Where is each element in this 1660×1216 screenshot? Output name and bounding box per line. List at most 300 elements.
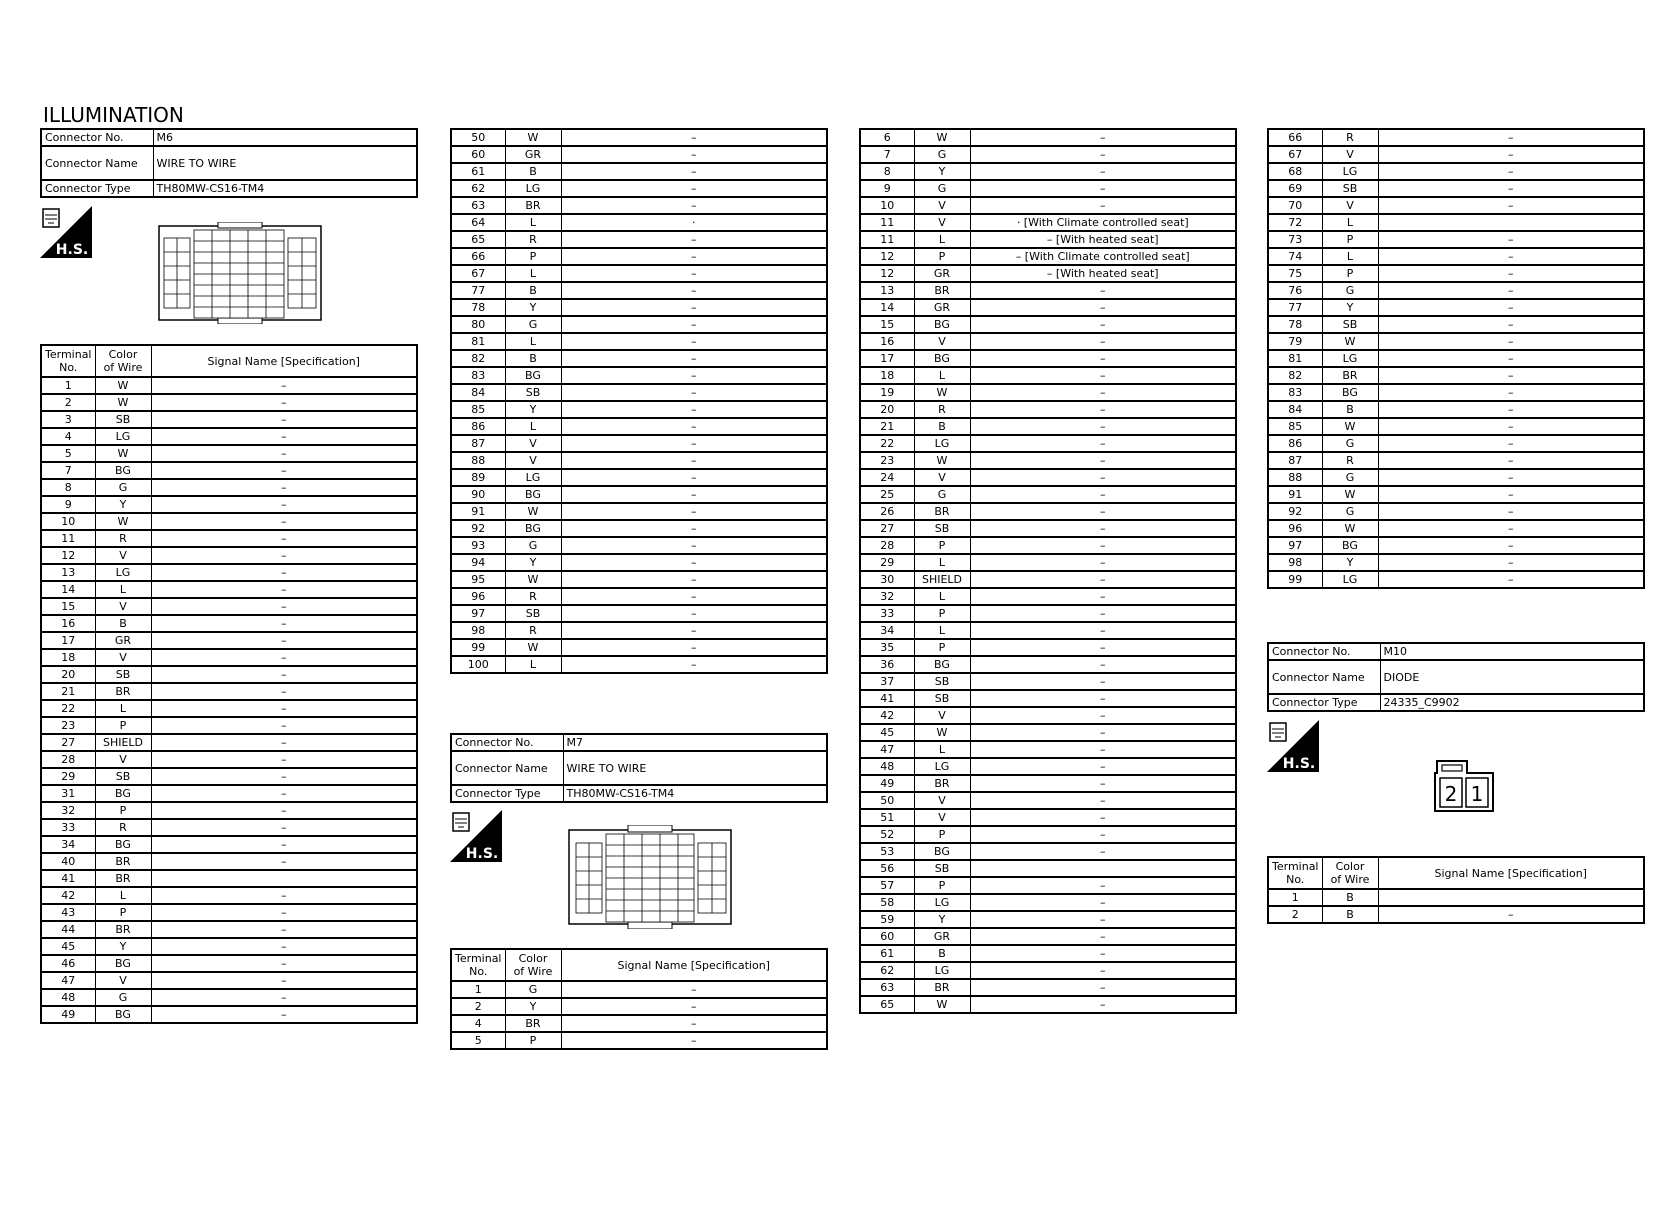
table-row	[860, 486, 1236, 503]
terminal-header-no: No.	[59, 361, 78, 374]
m7-pin-table-continued-2	[1267, 128, 1645, 589]
wire-color: V	[914, 333, 970, 350]
signal-name: –	[1378, 554, 1644, 571]
wire-color: Y	[914, 163, 970, 180]
signal-name: –	[151, 921, 417, 938]
terminal-no: 7	[860, 146, 914, 163]
table-row	[1268, 889, 1644, 906]
terminal-no: 76	[1268, 282, 1322, 299]
table-row	[1268, 299, 1644, 316]
table-row	[41, 938, 417, 955]
table-row	[860, 129, 1236, 146]
signal-name: –	[1378, 571, 1644, 588]
signal-name: –	[561, 384, 827, 401]
terminal-no: 10	[860, 197, 914, 214]
terminal-no: 59	[860, 911, 914, 928]
wire-color: W	[914, 996, 970, 1013]
terminal-no: 41	[41, 870, 95, 887]
terminal-no: 33	[41, 819, 95, 836]
signal-name: –	[1378, 299, 1644, 316]
table-row	[451, 520, 827, 537]
table-row	[451, 401, 827, 418]
terminal-no: 99	[1268, 571, 1322, 588]
wire-color: P	[914, 605, 970, 622]
m7-pin-table	[450, 948, 828, 1050]
terminal-no: 99	[451, 639, 505, 656]
signal-name: –	[151, 700, 417, 717]
table-row	[860, 520, 1236, 537]
signal-name: –	[561, 588, 827, 605]
table-row	[41, 870, 417, 887]
wire-color: BR	[95, 853, 151, 870]
connector-no-value: M7	[563, 734, 827, 751]
wire-color: V	[1322, 197, 1378, 214]
terminal-no: 11	[41, 530, 95, 547]
wire-color: L	[914, 588, 970, 605]
signal-name: –	[970, 435, 1236, 452]
signal-name: –	[561, 998, 827, 1015]
signal-name: –	[970, 401, 1236, 418]
signal-name: –	[1378, 906, 1644, 923]
terminal-no: 20	[860, 401, 914, 418]
table-row	[451, 469, 827, 486]
signal-name: –	[970, 775, 1236, 792]
table-row	[451, 146, 827, 163]
wire-color: GR	[505, 146, 561, 163]
wire-color: BG	[914, 656, 970, 673]
signal-name: –	[561, 248, 827, 265]
terminal-no: 73	[1268, 231, 1322, 248]
table-row	[451, 282, 827, 299]
wire-color: BR	[914, 503, 970, 520]
wire-color: LG	[505, 180, 561, 197]
terminal-no: 48	[41, 989, 95, 1006]
signal-name: –	[151, 938, 417, 955]
wire-color: Y	[1322, 299, 1378, 316]
terminal-no: 98	[451, 622, 505, 639]
signal-name: –	[970, 146, 1236, 163]
terminal-no: 25	[860, 486, 914, 503]
signal-name: –	[1378, 486, 1644, 503]
wire-color: R	[1322, 452, 1378, 469]
signal-name: –	[970, 163, 1236, 180]
terminal-no: 67	[1268, 146, 1322, 163]
table-row	[860, 214, 1236, 231]
terminal-no: 17	[860, 350, 914, 367]
table-row	[451, 571, 827, 588]
terminal-no: 41	[860, 690, 914, 707]
wire-color: V	[1322, 146, 1378, 163]
wire-color: BG	[914, 843, 970, 860]
signal-name: –	[1378, 350, 1644, 367]
wire-color: BR	[914, 775, 970, 792]
table-row	[1268, 333, 1644, 350]
terminal-no: 34	[41, 836, 95, 853]
table-row	[41, 904, 417, 921]
terminal-no: 37	[860, 673, 914, 690]
terminal-no: 12	[860, 248, 914, 265]
connector-info-m10	[1267, 642, 1645, 712]
wire-color: V	[95, 547, 151, 564]
wire-color: G	[95, 989, 151, 1006]
connector-name-value: DIODE	[1380, 660, 1644, 694]
terminal-no: 22	[860, 435, 914, 452]
wire-color: BR	[914, 979, 970, 996]
wire-color: L	[914, 554, 970, 571]
connector-info-m7	[450, 733, 828, 803]
signal-header: Signal Name [Specification]	[561, 949, 827, 981]
signal-name: –	[151, 394, 417, 411]
table-row	[860, 979, 1236, 996]
wire-color: SB	[505, 384, 561, 401]
table-row	[860, 928, 1236, 945]
wire-color: W	[914, 724, 970, 741]
wire-color: P	[914, 826, 970, 843]
wire-color: L	[914, 231, 970, 248]
terminal-no: 64	[451, 214, 505, 231]
connector-type-value: 24335_C9902	[1380, 694, 1644, 711]
connector-type-value: TH80MW-CS16-TM4	[563, 785, 827, 802]
signal-name: –	[970, 996, 1236, 1013]
terminal-no: 18	[860, 367, 914, 384]
connector-no-value: M10	[1380, 643, 1644, 660]
table-row	[860, 537, 1236, 554]
signal-name: –	[561, 981, 827, 998]
connector-face-diagram-m6	[158, 222, 322, 324]
terminal-no: 15	[41, 598, 95, 615]
terminal-no: 96	[451, 588, 505, 605]
table-row	[451, 503, 827, 520]
signal-name: –	[561, 265, 827, 282]
table-row	[451, 622, 827, 639]
wire-color: G	[505, 981, 561, 998]
table-row	[860, 622, 1236, 639]
wire-color: W	[1322, 333, 1378, 350]
table-row	[41, 683, 417, 700]
table-row	[860, 435, 1236, 452]
terminal-no: 1	[1268, 889, 1322, 906]
terminal-no: 57	[860, 877, 914, 894]
table-row	[41, 819, 417, 836]
connector-name-value: WIRE TO WIRE	[563, 751, 827, 785]
wire-color: L	[1322, 248, 1378, 265]
terminal-no: 61	[860, 945, 914, 962]
table-row	[451, 588, 827, 605]
terminal-no: 22	[41, 700, 95, 717]
table-row	[41, 734, 417, 751]
terminal-no: 87	[451, 435, 505, 452]
wire-color: SB	[95, 411, 151, 428]
terminal-no: 84	[451, 384, 505, 401]
wire-color: SHIELD	[95, 734, 151, 751]
signal-name: –	[1378, 401, 1644, 418]
terminal-no: 6	[860, 129, 914, 146]
terminal-no: 2	[1268, 906, 1322, 923]
terminal-no: 2	[41, 394, 95, 411]
signal-name: –	[151, 411, 417, 428]
signal-header: Signal Name [Specification]	[1378, 857, 1644, 889]
wire-color: BR	[505, 197, 561, 214]
terminal-no: 63	[451, 197, 505, 214]
color-header	[95, 345, 151, 377]
table-row	[860, 758, 1236, 775]
wire-color: LG	[1322, 350, 1378, 367]
terminal-no: 92	[451, 520, 505, 537]
wire-color: BR	[505, 1015, 561, 1032]
table-row	[41, 802, 417, 819]
table-row	[860, 962, 1236, 979]
signal-name: –	[151, 632, 417, 649]
signal-name: –	[561, 503, 827, 520]
harness-side-icon	[1267, 720, 1319, 772]
terminal-no: 21	[41, 683, 95, 700]
terminal-no: 83	[451, 367, 505, 384]
signal-name: –	[561, 401, 827, 418]
terminal-no: 13	[860, 282, 914, 299]
signal-name	[1378, 214, 1644, 231]
signal-name: –	[970, 537, 1236, 554]
table-row	[1268, 248, 1644, 265]
connector-type-label: Connector Type	[451, 785, 563, 802]
table-row	[860, 690, 1236, 707]
signal-name: –	[1378, 265, 1644, 282]
wire-color: W	[1322, 486, 1378, 503]
wire-color: Y	[95, 496, 151, 513]
table-row	[860, 911, 1236, 928]
signal-name: –	[561, 299, 827, 316]
terminal-no: 32	[860, 588, 914, 605]
table-row	[1268, 214, 1644, 231]
signal-name: –	[970, 741, 1236, 758]
signal-name: –	[970, 520, 1236, 537]
table-row	[451, 333, 827, 350]
terminal-no: 5	[451, 1032, 505, 1049]
wire-color: V	[914, 792, 970, 809]
signal-name: –	[1378, 231, 1644, 248]
table-row	[41, 632, 417, 649]
signal-name: –	[151, 496, 417, 513]
wire-color: SB	[1322, 180, 1378, 197]
table-row	[860, 554, 1236, 571]
signal-name: –	[561, 1032, 827, 1049]
table-row	[860, 452, 1236, 469]
terminal-no: 98	[1268, 554, 1322, 571]
signal-name: –	[151, 785, 417, 802]
signal-name: –	[151, 598, 417, 615]
terminal-no: 89	[451, 469, 505, 486]
terminal-no: 28	[860, 537, 914, 554]
table-row	[860, 605, 1236, 622]
terminal-no: 45	[860, 724, 914, 741]
wire-color: V	[914, 197, 970, 214]
wire-color: Y	[505, 554, 561, 571]
signal-name: –	[1378, 503, 1644, 520]
wire-color: B	[914, 945, 970, 962]
wire-color: G	[1322, 435, 1378, 452]
terminal-no: 9	[41, 496, 95, 513]
table-row	[860, 724, 1236, 741]
table-row	[451, 452, 827, 469]
terminal-no: 51	[860, 809, 914, 826]
terminal-no: 48	[860, 758, 914, 775]
wire-color: LG	[95, 564, 151, 581]
terminal-no: 16	[41, 615, 95, 632]
wire-color: B	[914, 418, 970, 435]
signal-name: –	[151, 615, 417, 632]
signal-name: –	[970, 129, 1236, 146]
terminal-no: 65	[860, 996, 914, 1013]
terminal-no: 52	[860, 826, 914, 843]
signal-name: –	[970, 928, 1236, 945]
wire-color: L	[505, 265, 561, 282]
signal-name: –	[151, 955, 417, 972]
table-row	[1268, 197, 1644, 214]
wire-color: SB	[505, 605, 561, 622]
table-row	[1268, 180, 1644, 197]
wire-color: V	[914, 469, 970, 486]
table-row	[1268, 469, 1644, 486]
signal-name: –	[151, 581, 417, 598]
terminal-no: 66	[1268, 129, 1322, 146]
signal-name: –	[561, 656, 827, 673]
signal-name: –	[970, 945, 1236, 962]
signal-name	[1378, 889, 1644, 906]
signal-name: –	[970, 469, 1236, 486]
table-row	[451, 486, 827, 503]
table-row	[860, 401, 1236, 418]
signal-name: –	[1378, 316, 1644, 333]
wire-color: P	[914, 248, 970, 265]
wire-color: L	[95, 700, 151, 717]
connector-info-m6	[40, 128, 418, 198]
terminal-no: 23	[41, 717, 95, 734]
terminal-no: 67	[451, 265, 505, 282]
table-row	[860, 503, 1236, 520]
wire-color: SB	[914, 690, 970, 707]
signal-name: –	[151, 666, 417, 683]
wire-color: G	[914, 146, 970, 163]
table-row	[1268, 486, 1644, 503]
harness-side-icon	[40, 206, 92, 258]
wire-color: L	[505, 214, 561, 231]
wire-color: SB	[95, 666, 151, 683]
table-row	[41, 445, 417, 462]
wire-color: W	[914, 452, 970, 469]
table-row	[451, 231, 827, 248]
signal-name: –	[1378, 418, 1644, 435]
terminal-no: 19	[860, 384, 914, 401]
table-row	[41, 853, 417, 870]
table-row	[860, 316, 1236, 333]
table-row	[860, 469, 1236, 486]
signal-name: –	[561, 605, 827, 622]
wire-color: B	[505, 350, 561, 367]
table-row	[1268, 435, 1644, 452]
table-row	[41, 666, 417, 683]
table-row	[451, 350, 827, 367]
signal-name: –	[561, 639, 827, 656]
terminal-no: 88	[1268, 469, 1322, 486]
wire-color: BG	[95, 836, 151, 853]
table-row	[41, 377, 417, 394]
table-row	[451, 1032, 827, 1049]
terminal-no: 97	[451, 605, 505, 622]
terminal-no: 42	[860, 707, 914, 724]
signal-name: –	[1378, 469, 1644, 486]
terminal-no: 20	[41, 666, 95, 683]
terminal-no: 93	[451, 537, 505, 554]
wire-color: G	[505, 537, 561, 554]
table-row	[451, 435, 827, 452]
signal-name: –	[970, 843, 1236, 860]
table-row	[860, 350, 1236, 367]
page-title: ILLUMINATION	[43, 103, 184, 127]
signal-name: –	[970, 299, 1236, 316]
terminal-no: 83	[1268, 384, 1322, 401]
signal-name	[151, 870, 417, 887]
connector-no-label: Connector No.	[451, 734, 563, 751]
signal-name: –	[970, 452, 1236, 469]
connector-name-label: Connector Name	[41, 146, 153, 180]
table-row	[41, 462, 417, 479]
signal-name: –	[151, 904, 417, 921]
wire-color: V	[95, 649, 151, 666]
m7-pin-table-continued	[859, 128, 1237, 1014]
terminal-header-no: No.	[1286, 873, 1305, 886]
table-row	[860, 809, 1236, 826]
signal-name: –	[1378, 129, 1644, 146]
table-row	[860, 826, 1236, 843]
wire-color: B	[1322, 906, 1378, 923]
signal-name: –	[561, 282, 827, 299]
table-row	[41, 598, 417, 615]
signal-name: – [With heated seat]	[970, 231, 1236, 248]
signal-name: –	[970, 418, 1236, 435]
terminal-no: 77	[1268, 299, 1322, 316]
terminal-no: 68	[1268, 163, 1322, 180]
signal-name: –	[151, 649, 417, 666]
signal-name: –	[970, 316, 1236, 333]
table-row	[41, 530, 417, 547]
signal-name: –	[151, 445, 417, 462]
wire-color: W	[95, 377, 151, 394]
table-row	[1268, 384, 1644, 401]
terminal-no: 26	[860, 503, 914, 520]
wire-color: Y	[505, 998, 561, 1015]
table-row	[41, 479, 417, 496]
table-row	[451, 197, 827, 214]
terminal-no: 10	[41, 513, 95, 530]
signal-name: – [With heated seat]	[970, 265, 1236, 282]
table-row	[451, 248, 827, 265]
terminal-no: 96	[1268, 520, 1322, 537]
color-header-wire: of Wire	[1330, 873, 1370, 886]
wire-color: BG	[95, 955, 151, 972]
wire-color: L	[914, 622, 970, 639]
terminal-no: 21	[860, 418, 914, 435]
table-row	[860, 792, 1236, 809]
terminal-no: 1	[41, 377, 95, 394]
signal-name: –	[561, 622, 827, 639]
terminal-no: 91	[451, 503, 505, 520]
table-row	[860, 877, 1236, 894]
terminal-no: 17	[41, 632, 95, 649]
table-row	[860, 588, 1236, 605]
table-row	[451, 639, 827, 656]
table-row	[860, 180, 1236, 197]
table-row	[860, 656, 1236, 673]
signal-name: –	[561, 146, 827, 163]
